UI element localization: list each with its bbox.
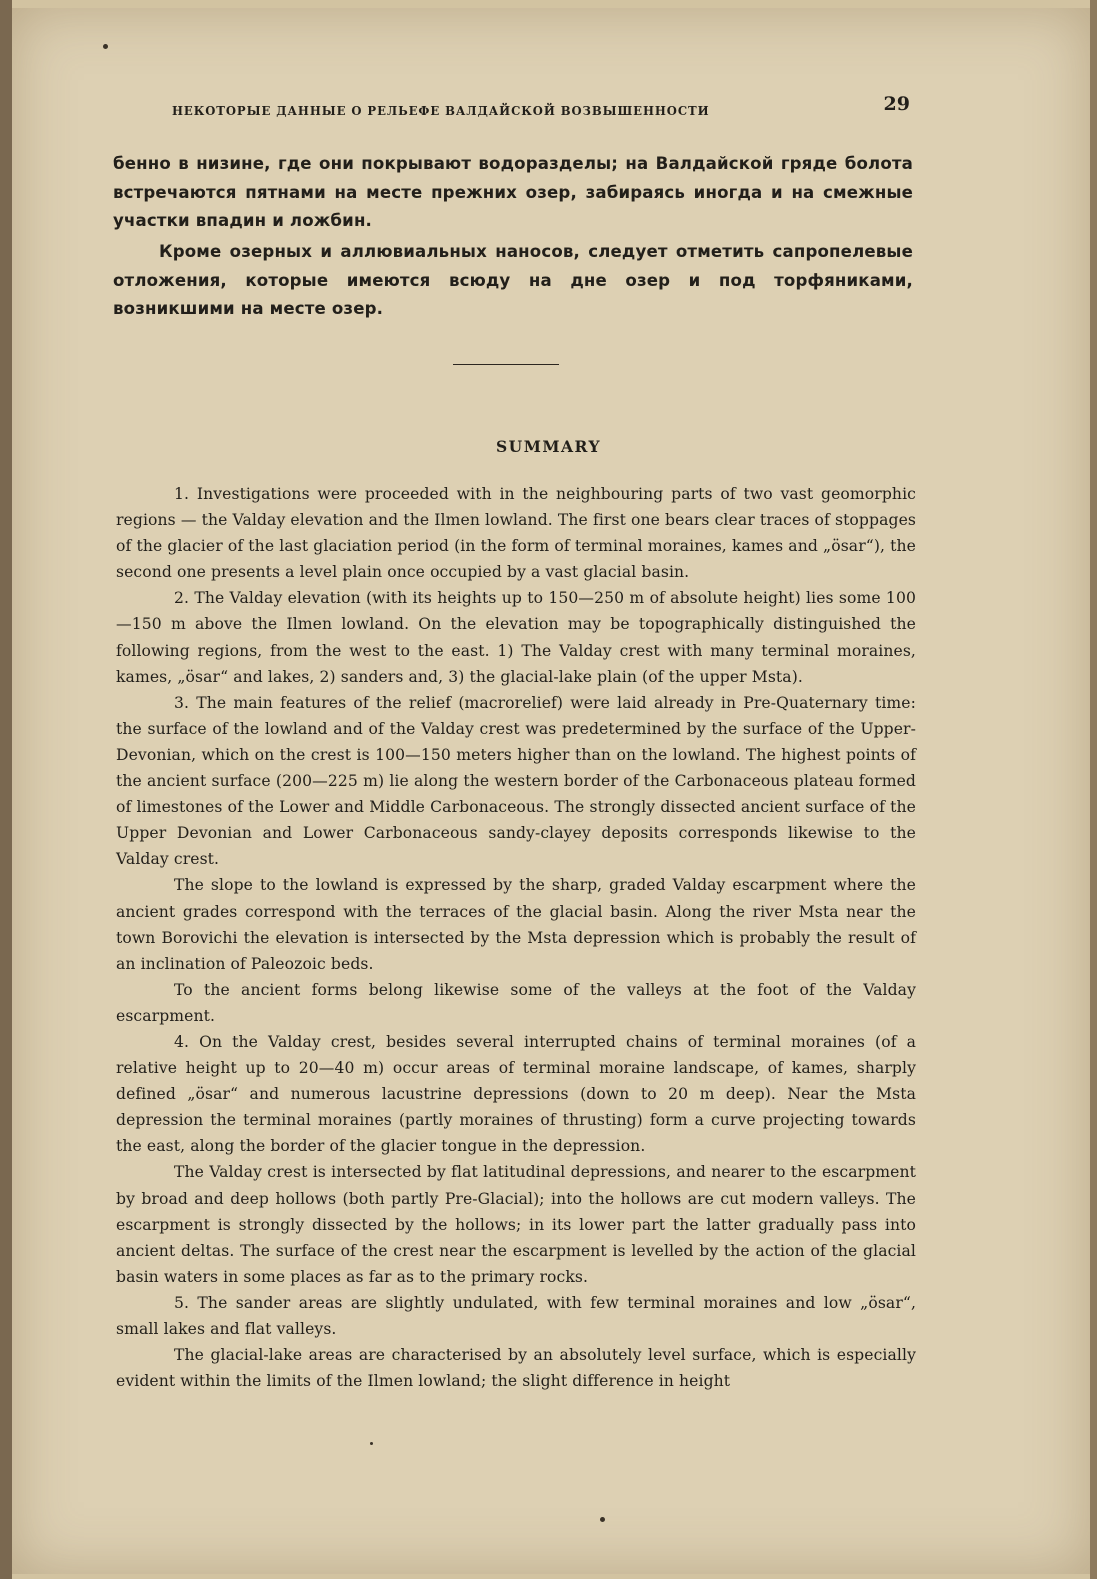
page-binding-edge: [0, 0, 12, 1579]
running-head: НЕКОТОРЫЕ ДАННЫЕ О РЕЛЬЕФЕ ВАЛДАЙСКОЙ ВОЗВЫШЕННОСТИ: [172, 103, 710, 118]
summary-paragraph-5: To the ancient forms belong likewise some of the valleys at the foot of the Valday escarpment.: [116, 980, 916, 1025]
russian-paragraph-1: бенно в низине, где они покрывают водоразделы; на Валдайской гряде болота встречаются пятнами на месте прежних озер, забираясь иногда и на смежные участки впадин и ложбин.: [113, 154, 913, 230]
summary-paragraph-8: 5. The sander areas are slightly undulated, with few terminal moraines and low „ösar“, small lakes and flat valleys.: [116, 1293, 916, 1338]
summary-paragraph-7: The Valday crest is intersected by flat latitudinal depressions, and nearer to the escarpment by broad and deep hollows (both partly Pre-Glacial); into the hollows are cut modern valleys. The escarpment is strongly dissected by the hollows; in its lower part the latter gradually pass into ancient deltas. The surface of the crest near the escarpment is levelled by the action of the glacial basin waters in some places as far as to the primary rocks.: [116, 1163, 916, 1286]
summary-paragraph-4: The slope to the lowland is expressed by the sharp, graded Valday escarpment where the ancient grades correspond with the terraces of the glacial basin. Along the river Msta near the town Borovichi the elevation is intersected by the Msta depression which is probably the result of an inclination of Paleozoic beds.: [116, 876, 916, 973]
summary-paragraph-2: 2. The Valday elevation (with its heights up to 150—250 m of absolute height) lies some 100—150 m above the Ilmen lowland. On the elevation may be topographically distinguished the following regions, from the west to the east. 1) The Valday crest with many terminal moraines, kames, „ösar“ and lakes, 2) sanders and, 3) the glacial-lake plain (of the upper Msta).: [116, 589, 916, 686]
summary-title: SUMMARY: [495, 437, 602, 456]
section-divider: [453, 364, 559, 365]
ink-speck: [600, 1517, 605, 1522]
summary-paragraph-3: 3. The main features of the relief (macrorelief) were laid already in Pre-Quaternary time: the surface of the lowland and of the Valday crest was predetermined by the surface of the Upper-Devonian, which on the crest is 100—150 meters higher than on the lowland. The highest points of the ancient surface (200—225 m) lie along the western border of the Carbonaceous plateau formed of limestones of the Lower and Middle Carbonaceous. The strongly dissected ancient surface of the Upper Devonian and Lower Carbonaceous sandy-clayey deposits corresponds likewise to the Valday crest.: [116, 693, 916, 869]
page-header: [170, 93, 910, 123]
page-right-edge: [1090, 0, 1097, 1579]
ink-speck: [103, 44, 108, 49]
summary-paragraph-6: 4. On the Valday crest, besides several interrupted chains of terminal moraines (of a relative height up to 20—40 m) occur areas of terminal moraine landscape, of kames, sharply defined „ösar“ and numerous lacustrine depressions (down to 20 m deep). Near the Msta depression the terminal moraines (partly moraines of thrusting) form a curve projecting towards the east, along the border of the glacier tongue in the depression.: [116, 1032, 916, 1156]
page-number: 29: [883, 93, 910, 115]
summary-body: [116, 481, 916, 1394]
summary-paragraph-1: 1. Investigations were proceeded with in the neighbouring parts of two vast geomorphic regions — the Valday elevation and the Ilmen lowland. The first one bears clear traces of stoppages of the glacier of the last glaciation period (in the form of terminal moraines, kames and „ösar“), the second one presents a level plain once occupied by a vast glacial basin.: [116, 485, 916, 582]
summary-paragraph-9: The glacial-lake areas are characterised by an absolutely level surface, which is especially evident within the limits of the Ilmen lowland; the slight difference in height: [116, 1346, 916, 1391]
russian-paragraph-2: Кроме озерных и аллювиальных наносов, следует отметить сапропелевые отложения, которые имеются всюду на дне озер и под торфяниками, возникшими на месте озер.: [113, 242, 913, 318]
ink-speck: [370, 1442, 373, 1445]
